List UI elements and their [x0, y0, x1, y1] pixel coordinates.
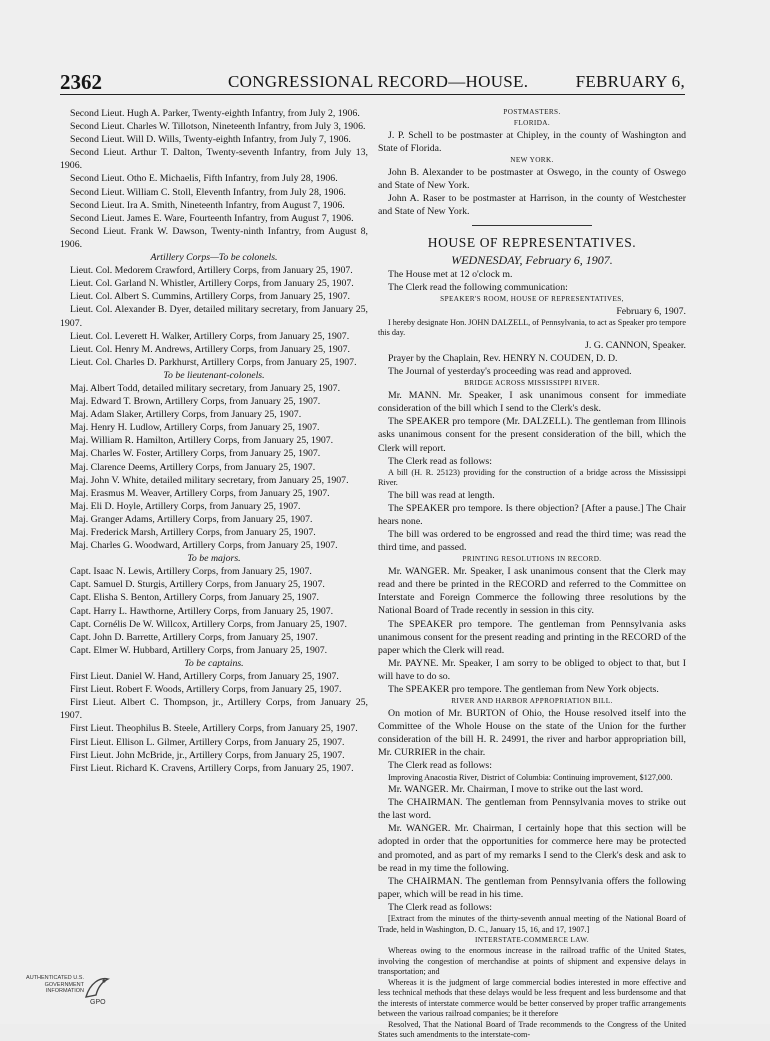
- right-aligned-line: February 6, 1907.: [616, 305, 686, 317]
- small-print: Resolved, That the National Board of Trade recommends to the Congress of the United States such amendments to the interstate-com-: [378, 1019, 686, 1039]
- left-column: [60, 107, 368, 775]
- paragraph: J. P. Schell to be postmaster at Chipley, in the county of Washington and State of Florida.: [378, 130, 686, 155]
- small-print: A bill (H. R. 25123) providing for the construction of a bridge across the Mississippi River.: [378, 467, 686, 488]
- paragraph: Maj. Erasmus M. Weaver, Artillery Corps, from January 25, 1907.: [70, 487, 330, 499]
- section-heading: To be majors.: [187, 553, 241, 565]
- paragraph: Second Lieut. Arthur T. Dalton, Twenty-seventh Infantry, from July 13, 1906.: [60, 147, 368, 172]
- paragraph: Maj. Clarence Deems, Artillery Corps, from January 25, 1907.: [70, 461, 316, 473]
- paragraph: The SPEAKER pro tempore. Is there objection? [After a pause.] The Chair hears none.: [378, 502, 686, 527]
- paragraph: Maj. William R. Hamilton, Artillery Corps, from January 25, 1907.: [70, 435, 334, 447]
- paragraph: Lieut. Col. Albert S. Cummins, Artillery Corps, from January 25, 1907.: [70, 291, 351, 303]
- small-caps-heading: RIVER AND HARBOR APPROPRIATION BILL.: [451, 697, 613, 706]
- paragraph: Maj. Frederick Marsh, Artillery Corps, from January 25, 1907.: [70, 527, 316, 538]
- paragraph: John A. Raser to be postmaster at Harrison, in the county of Westchester and State of New York.: [378, 193, 686, 218]
- small-caps-heading: INTERSTATE-COMMERCE LAW.: [475, 936, 589, 944]
- gpo-logo-text: AUTHENTICATED U.S. GOVERNMENT INFORMATION: [26, 975, 84, 994]
- paragraph: Capt. Harry L. Hawthorne, Artillery Corps, from January 25, 1907.: [70, 605, 334, 617]
- section-heading: To be lieutenant-colonels.: [163, 369, 265, 381]
- page-number: 2362: [60, 70, 102, 94]
- paragraph: Maj. Albert Todd, detailed military secretary, from January 25, 1907.: [70, 382, 341, 394]
- paragraph: Mr. PAYNE. Mr. Speaker, I am sorry to be obliged to object to that, but I will have to do so.: [378, 657, 686, 682]
- small-caps-heading: NEW YORK.: [510, 156, 554, 165]
- paragraph: The bill was read at length.: [388, 489, 495, 501]
- paragraph: First Lieut. Robert F. Woods, Artillery Corps, from January 25, 1907.: [70, 684, 342, 696]
- paragraph: Maj. Henry H. Ludlow, Artillery Corps, from January 25, 1907.: [70, 422, 320, 434]
- paragraph: First Lieut. Albert C. Thompson, jr., Artillery Corps, from January 25, 1907.: [60, 697, 368, 722]
- paragraph: The SPEAKER pro tempore. The gentleman from New York objects.: [388, 684, 659, 695]
- paragraph: Maj. Charles G. Woodward, Artillery Corps, from January 25, 1907.: [70, 540, 338, 552]
- paragraph: Second Lieut. James E. Ware, Fourteenth Infantry, from August 7, 1906.: [70, 212, 354, 224]
- paragraph: The bill was ordered to be engrossed and read the third time; was read the third time, and passed.: [378, 528, 686, 554]
- paragraph: Maj. Eli D. Hoyle, Artillery Corps, from January 25, 1907.: [70, 500, 301, 512]
- paragraph: First Lieut. Ellison L. Gilmer, Artillery Corps, from January 25, 1907.: [70, 736, 345, 748]
- paragraph: Capt. John D. Barrette, Artillery Corps, from January 25, 1907.: [70, 631, 318, 643]
- paragraph: Mr. MANN. Mr. Speaker, I ask unanimous consent for immediate consideration of the bill which I send to the Clerk's desk.: [378, 390, 686, 415]
- paragraph: Second Lieut. Frank W. Dawson, Twenty-ninth Infantry, from August 8, 1906.: [60, 225, 368, 250]
- gpo-authentication-logo: [22, 973, 118, 1017]
- paragraph: Mr. WANGER. Mr. Speaker, I ask unanimous consent that the Clerk may read and there be printed in the RECORD and referred to the Committee on Interstate and Foreign Commerce the following three resolutions by the National Board of Trade recently in session in this city.: [378, 566, 686, 617]
- paragraph: The Journal of yesterday's proceeding was read and approved.: [388, 366, 632, 378]
- paragraph: John B. Alexander to be postmaster at Oswego, in the county of Oswego and State of New York.: [378, 167, 686, 192]
- paragraph: The House met at 12 o'clock m.: [388, 268, 513, 280]
- paragraph: Maj. Granger Adams, Artillery Corps, from January 25, 1907.: [70, 513, 313, 525]
- paragraph: The Clerk read as follows:: [388, 455, 492, 467]
- paragraph: The Clerk read as follows:: [388, 901, 492, 913]
- paragraph: Maj. Edward T. Brown, Artillery Corps, from January 25, 1907.: [70, 396, 321, 408]
- paragraph: Capt. Isaac N. Lewis, Artillery Corps, from January 25, 1907.: [70, 566, 312, 578]
- paragraph: The SPEAKER pro tempore (Mr. DALZELL). The gentleman from Illinois asks unanimous consent for the present consideration of the bill, which the Clerk will report.: [378, 416, 686, 454]
- paragraph: Lieut. Col. Medorem Crawford, Artillery Corps, from January 25, 1907.: [70, 265, 353, 277]
- right-column: [378, 107, 686, 1041]
- small-caps-heading: PRINTING RESOLUTIONS IN RECORD.: [462, 555, 602, 564]
- small-print: Improving Anacostia River, District of Columbia: Continuing improvement, $127,000.: [388, 772, 673, 782]
- section-heading: Artillery Corps—To be colonels.: [150, 252, 278, 264]
- paragraph: Capt. Elisha S. Benton, Artillery Corps, from January 25, 1907.: [70, 592, 319, 604]
- paragraph: First Lieut. Daniel W. Hand, Artillery Corps, from January 25, 1907.: [70, 671, 339, 683]
- paragraph: Lieut. Col. Leverett H. Walker, Artillery Corps, from January 25, 1907.: [70, 330, 350, 342]
- paragraph: Second Lieut. Ira A. Smith, Nineteenth Infantry, from August 7, 1906.: [70, 199, 345, 211]
- paragraph: Lieut. Col. Alexander B. Dyer, detailed military secretary, from January 25, 1907.: [60, 304, 368, 329]
- paragraph: First Lieut. Richard K. Cravens, Artillery Corps, from January 25, 1907.: [70, 762, 354, 774]
- small-caps-heading: POSTMASTERS.: [503, 108, 561, 116]
- small-print: Whereas it is the judgment of large commercial bodies interested in more effective and less technical methods that these delays would be less frequent and less burdensome and that the interests of interstate commerce would be better conserved by proper traffic arrangements between the various railroad companies; be it therefore: [378, 977, 686, 1018]
- session-date: WEDNESDAY, February 6, 1907.: [451, 252, 613, 267]
- chamber-heading: HOUSE OF REPRESENTATIVES.: [427, 234, 637, 250]
- paragraph: The CHAIRMAN. The gentleman from Pennsylvania offers the following paper, which will be read in his time.: [378, 875, 686, 900]
- paragraph: Second Lieut. Will D. Wills, Twenty-eighth Infantry, from July 7, 1906.: [70, 134, 351, 146]
- small-caps-heading: FLORIDA.: [513, 119, 551, 127]
- small-print: [Extract from the minutes of the thirty-seventh annual meeting of the National Board of Trade, held in Washington, D. C., January 15, 16, and 17, 1907.]: [378, 914, 686, 934]
- paragraph: Capt. Elmer W. Hubbard, Artillery Corps, from January 25, 1907.: [70, 644, 328, 656]
- paragraph: The Clerk read as follows:: [388, 760, 492, 772]
- paragraph: On motion of Mr. BURTON of Ohio, the House resolved itself into the Committee of the Whole House on the state of the Union for the further consideration of the bill H. R. 24991, the river and harbor appropriation bill, Mr. CURRIER in the chair.: [378, 708, 686, 759]
- small-caps-heading: BRIDGE ACROSS MISSISSIPPI RIVER.: [464, 379, 600, 388]
- gpo-label: GPO: [90, 999, 106, 1006]
- paragraph: Second Lieut. Hugh A. Parker, Twenty-eighth Infantry, from July 2, 1906.: [70, 108, 360, 119]
- paragraph: The SPEAKER pro tempore. The gentleman from Pennsylvania asks unanimous consent for the present reading and printing in the RECORD of the paper which the Clerk will read.: [378, 618, 686, 656]
- paragraph: The CHAIRMAN. The gentleman from Pennsylvania moves to strike out the last word.: [378, 797, 686, 822]
- paragraph: Maj. John V. White, detailed military secretary, from January 25, 1907.: [70, 474, 349, 486]
- section-heading: To be captains.: [184, 657, 244, 669]
- paragraph: First Lieut. John McBride, jr., Artillery Corps, from January 25, 1907.: [70, 749, 345, 761]
- page-header: [60, 70, 685, 95]
- paragraph: Second Lieut. Charles W. Tillotson, Nineteenth Infantry, from July 3, 1906.: [70, 121, 366, 133]
- paragraph: Lieut. Col. Henry M. Andrews, Artillery Corps, from January 25, 1907.: [70, 343, 350, 355]
- small-caps-heading: SPEAKER'S ROOM, HOUSE OF REPRESENTATIVES,: [440, 294, 624, 303]
- paragraph: Second Lieut. Otho E. Michaelis, Fifth Infantry, from July 28, 1906.: [70, 173, 338, 185]
- paragraph: Capt. Cornélis De W. Willcox, Artillery Corps, from January 25, 1907.: [70, 618, 347, 630]
- paragraph: Lieut. Col. Charles D. Parkhurst, Artillery Corps, from January 25, 1907.: [70, 356, 357, 368]
- small-print: Whereas owing to the enormous increase in the railroad traffic of the United States, involving the congestion of merchandise at points of shipment and expensive delays in transportation; and: [378, 946, 686, 976]
- divider: [472, 225, 592, 226]
- page-title: CONGRESSIONAL RECORD—HOUSE.: [228, 72, 529, 91]
- right-aligned-line: J. G. CANNON, Speaker.: [585, 339, 686, 351]
- paragraph: Mr. WANGER. Mr. Chairman, I certainly hope that this section will be adopted in order that the opportunities for commerce here may be protected and promoted, and as part of my remarks I send to the Clerk's desk and ask to be read in my time the following.: [378, 823, 686, 874]
- paragraph: Second Lieut. William C. Stoll, Eleventh Infantry, from July 28, 1906.: [70, 186, 346, 198]
- small-print: I hereby designate Hon. JOHN DALZELL, of Pennsylvania, to act as Speaker pro tempore this day.: [378, 317, 686, 338]
- paragraph: Maj. Charles W. Foster, Artillery Corps, from January 25, 1907.: [70, 448, 321, 460]
- paragraph: Maj. Adam Slaker, Artillery Corps, from January 25, 1907.: [70, 409, 302, 421]
- paragraph: First Lieut. Theophilus B. Steele, Artillery Corps, from January 25, 1907.: [70, 723, 358, 735]
- paragraph: Prayer by the Chaplain, Rev. HENRY N. COUDEN, D. D.: [388, 352, 618, 364]
- paragraph: Capt. Samuel D. Sturgis, Artillery Corps, from January 25, 1907.: [70, 579, 325, 591]
- paragraph: The Clerk read the following communication:: [388, 281, 568, 293]
- paragraph: Mr. WANGER. Mr. Chairman, I move to strike out the last word.: [388, 784, 644, 796]
- paragraph: Lieut. Col. Garland N. Whistler, Artillery Corps, from January 25, 1907.: [70, 278, 354, 290]
- page-date: FEBRUARY 6,: [575, 72, 685, 91]
